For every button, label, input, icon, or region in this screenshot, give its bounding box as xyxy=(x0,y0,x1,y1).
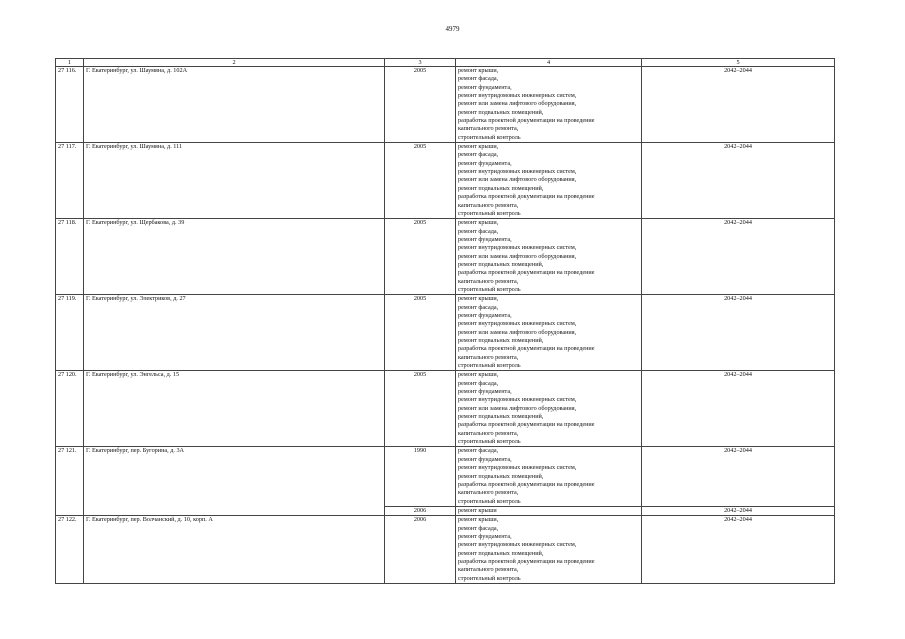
address-cell: Г. Екатеринбург, ул. Шаумяна, д. 111 xyxy=(84,143,385,219)
work-item: ремонт крыши, xyxy=(458,516,499,524)
work-item: ремонт фундамента, xyxy=(458,159,512,167)
work-item: ремонт фасада, xyxy=(458,227,499,235)
period-cell: 2042–2044 xyxy=(642,506,835,515)
work-item: ремонт фундамента, xyxy=(458,235,512,243)
year-cell: 2005 xyxy=(385,67,456,143)
work-item: ремонт внутридомовых инженерных систем, xyxy=(458,464,577,472)
work-item: капитального ремонта, xyxy=(458,125,519,133)
work-item: ремонт крыши, xyxy=(458,219,499,227)
table-row xyxy=(56,219,835,295)
work-item: ремонт фундамента, xyxy=(458,455,512,463)
work-item: ремонт крыши, xyxy=(458,143,499,151)
work-item: разработка проектной документации на проведение xyxy=(458,557,595,565)
period-cell: 2042–2044 xyxy=(642,219,835,295)
table-row xyxy=(56,295,835,371)
column-header: 1 xyxy=(56,59,84,67)
work-item: ремонт фундамента, xyxy=(458,83,512,91)
work-item: ремонт подвальных помещений, xyxy=(458,413,544,421)
column-header: 5 xyxy=(642,59,835,67)
work-item: ремонт подвальных помещений, xyxy=(458,337,544,344)
address-cell: Г. Екатеринбург, ул. Электриков, д. 27 xyxy=(84,295,385,371)
work-item: разработка проектной документации на проведение xyxy=(458,117,595,125)
work-item: ремонт крыши, xyxy=(458,67,499,74)
work-item: ремонт подвальных помещений, xyxy=(458,184,544,192)
work-item: строительный контроль xyxy=(458,574,521,582)
address-cell: Г. Екатеринбург, ул. Шаумяна, д. 102А xyxy=(84,67,385,143)
period-cell: 2042–2044 xyxy=(642,143,835,219)
work-item: ремонт фасада, xyxy=(458,151,499,159)
year-cell: 2005 xyxy=(385,219,456,295)
work-item: ремонт фасада, xyxy=(458,524,499,532)
year-cell: 2005 xyxy=(385,143,456,219)
row-number-cell: 27 121. xyxy=(56,447,84,516)
work-item: ремонт подвальных помещений, xyxy=(458,260,544,268)
work-item: ремонт внутридомовых инженерных систем, xyxy=(458,396,577,404)
work-list-cell xyxy=(456,295,642,371)
work-item: разработка проектной документации на проведение xyxy=(458,193,595,201)
work-item: капитального ремонта, xyxy=(458,277,519,285)
work-item: ремонт или замена лифтового оборудования, xyxy=(458,404,577,412)
work-item: ремонт внутридомовых инженерных систем, xyxy=(458,541,577,549)
work-list-cell xyxy=(456,516,642,584)
year-cell: 2006 xyxy=(385,516,456,584)
address-cell: Г. Екатеринбург, пер. Бугорина, д. 3А xyxy=(84,447,385,516)
column-header: 4 xyxy=(456,59,642,67)
work-item: ремонт или замена лифтового оборудования, xyxy=(458,100,577,108)
period-cell: 2042–2044 xyxy=(642,371,835,447)
table-row xyxy=(56,143,835,219)
work-item: ремонт фундамента, xyxy=(458,532,512,540)
year-cell: 2006 xyxy=(385,506,456,515)
table-row xyxy=(56,447,835,506)
work-item: строительный контроль xyxy=(458,497,521,505)
work-list-cell xyxy=(456,143,642,219)
column-header: 2 xyxy=(84,59,385,67)
work-item: ремонт крыши xyxy=(458,506,497,514)
work-item: ремонт внутридомовых инженерных систем, xyxy=(458,168,577,176)
work-item: строительный контроль xyxy=(458,209,521,217)
work-item: строительный контроль xyxy=(458,133,521,141)
work-item: ремонт или замена лифтового оборудования, xyxy=(458,328,577,336)
work-item: ремонт фасада, xyxy=(458,447,499,455)
row-number-cell: 27 122. xyxy=(56,516,84,584)
work-item: ремонт подвальных помещений, xyxy=(458,472,544,480)
work-item: капитального ремонта, xyxy=(458,489,519,497)
row-number-cell: 27 118. xyxy=(56,219,84,295)
work-item: ремонт внутридомовых инженерных систем, xyxy=(458,92,577,100)
work-list-cell xyxy=(456,506,642,515)
work-list-cell xyxy=(456,447,642,506)
year-cell: 1990 xyxy=(385,447,456,506)
year-cell: 2005 xyxy=(385,295,456,371)
row-number-cell: 27 120. xyxy=(56,371,84,447)
table-row xyxy=(56,371,835,447)
table-header-row xyxy=(56,59,835,67)
work-item: ремонт фасада, xyxy=(458,75,499,83)
work-item: ремонт фасада, xyxy=(458,303,499,311)
work-item: разработка проектной документации на проведение xyxy=(458,421,595,429)
work-item: ремонт подвальных помещений, xyxy=(458,108,544,116)
period-cell: 2042–2044 xyxy=(642,67,835,143)
period-cell: 2042–2044 xyxy=(642,516,835,584)
work-item: строительный контроль xyxy=(458,285,521,293)
work-item: ремонт или замена лифтового оборудования, xyxy=(458,252,577,260)
work-item: капитального ремонта, xyxy=(458,429,519,437)
work-item: разработка проектной документации на проведение xyxy=(458,269,595,277)
work-item: разработка проектной документации на проведение xyxy=(458,345,595,353)
work-item: разработка проектной документации на проведение xyxy=(458,480,595,488)
table-row xyxy=(56,67,835,143)
period-cell: 2042–2044 xyxy=(642,447,835,506)
work-item: ремонт или замена лифтового оборудования, xyxy=(458,176,577,184)
table-row xyxy=(56,516,835,584)
column-header: 3 xyxy=(385,59,456,67)
address-cell: Г. Екатеринбург, ул. Энгельса, д. 15 xyxy=(84,371,385,447)
work-item: ремонт внутридомовых инженерных систем, xyxy=(458,244,577,252)
work-item: ремонт крыши, xyxy=(458,295,499,303)
row-number-cell: 27 116. xyxy=(56,67,84,143)
work-item: ремонт фундамента, xyxy=(458,311,512,319)
work-list-cell xyxy=(456,67,642,143)
address-cell: Г. Екатеринбург, пер. Волчанский, д. 10, корп. А xyxy=(84,516,385,584)
work-item: строительный контроль xyxy=(458,362,521,370)
work-item: строительный контроль xyxy=(458,438,521,446)
address-cell: Г. Екатеринбург, ул. Щербакова, д. 39 xyxy=(84,219,385,295)
work-item: ремонт крыши, xyxy=(458,371,499,379)
repair-schedule-table xyxy=(55,58,835,584)
row-number-cell: 27 117. xyxy=(56,143,84,219)
year-cell: 2005 xyxy=(385,371,456,447)
work-item: капитального ремонта, xyxy=(458,566,519,574)
work-item: ремонт внутридомовых инженерных систем, xyxy=(458,320,577,328)
row-number-cell: 27 119. xyxy=(56,295,84,371)
work-list-cell xyxy=(456,371,642,447)
work-list-cell xyxy=(456,219,642,295)
work-item: ремонт подвальных помещений, xyxy=(458,549,544,557)
work-item: ремонт фасада, xyxy=(458,379,499,387)
period-cell: 2042–2044 xyxy=(642,295,835,371)
work-item: ремонт фундамента, xyxy=(458,388,512,396)
work-item: капитального ремонта, xyxy=(458,201,519,209)
work-item: капитального ремонта, xyxy=(458,353,519,361)
page-number: 4979 xyxy=(445,25,460,33)
